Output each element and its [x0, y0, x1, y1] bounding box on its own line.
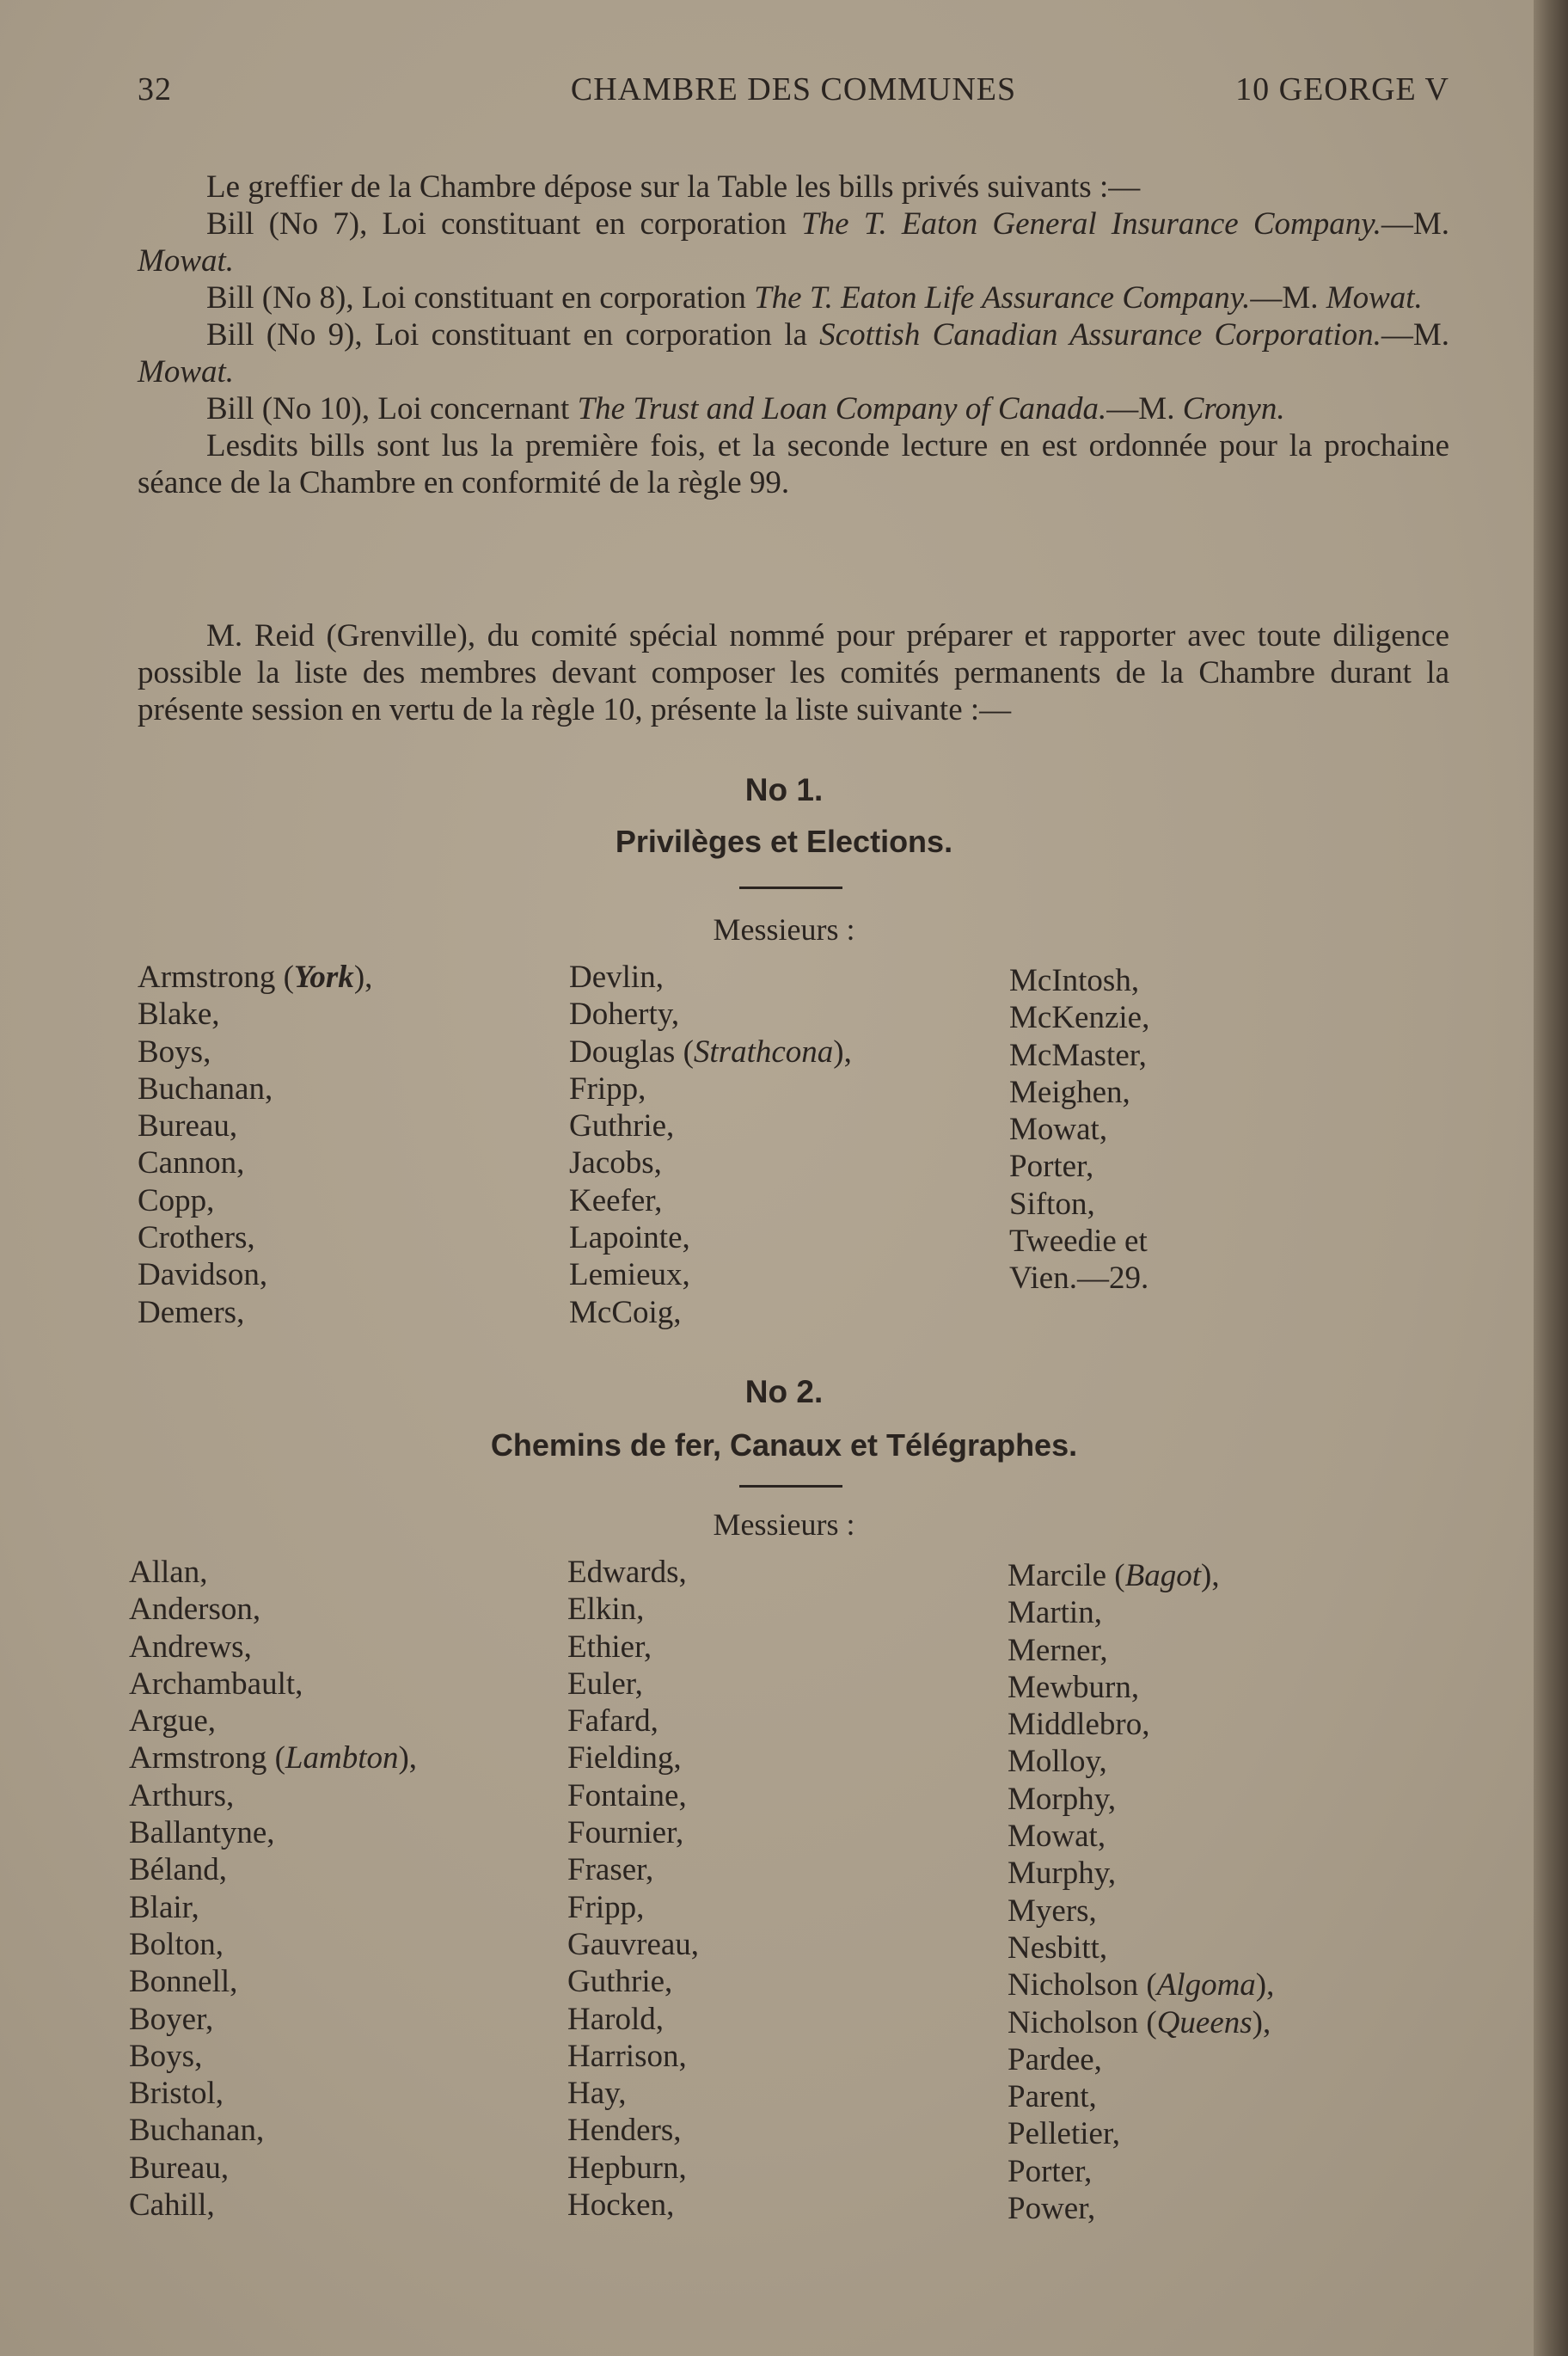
member-name: Blair,: [129, 1889, 199, 1925]
member-name: Meighen,: [1009, 1074, 1130, 1110]
member-name: Fontaine,: [567, 1777, 687, 1813]
section-2-column-1: [129, 1554, 417, 2224]
bill-7: Bill (No 7), Loi constituant en corporation The T. Eaton General Insurance Company.—M. Mowat.: [138, 206, 1450, 279]
member-name: Porter,: [1008, 2153, 1093, 2189]
member-name: Guthrie,: [567, 1964, 673, 2000]
member-name: Demers,: [138, 1294, 245, 1330]
member-name: Murphy,: [1008, 1856, 1117, 1892]
member-name: Molloy,: [1008, 1744, 1107, 1780]
bills-paragraphs: [138, 169, 1449, 501]
reid-paragraph-block: [138, 617, 1449, 728]
member-name: Cahill,: [129, 2187, 215, 2224]
member-name: Gauvreau,: [567, 1926, 700, 1962]
member-name: Harold,: [567, 2001, 664, 2037]
member-name: Middlebro,: [1008, 1707, 1150, 1743]
member-name: Lemieux,: [569, 1257, 690, 1293]
member-name: Archambault,: [129, 1666, 303, 1702]
member-name: Fripp,: [569, 1071, 646, 1107]
member-name: Fielding,: [567, 1740, 682, 1776]
section-2-column-3: [1008, 1557, 1274, 2227]
member-name: Cannon,: [138, 1145, 245, 1181]
member-name: McCoig,: [569, 1294, 682, 1330]
member-name: Henders,: [567, 2113, 682, 2149]
member-name: Copp,: [138, 1182, 215, 1218]
member-name: Guthrie,: [569, 1108, 675, 1144]
member-name: Nesbitt,: [1008, 1930, 1108, 1966]
member-name: Bristol,: [129, 2076, 224, 2112]
member-name: Hay,: [567, 2076, 627, 2112]
member-name: Crothers,: [138, 1220, 255, 1256]
member-name: Nicholson (Algoma),: [1008, 1967, 1275, 2003]
member-name: Andrews,: [129, 1629, 252, 1665]
member-name: Sifton,: [1009, 1186, 1095, 1222]
member-name: Armstrong (Lambton),: [129, 1740, 418, 1776]
member-name: Pardee,: [1008, 2041, 1102, 2077]
page-number: 32: [138, 71, 172, 107]
member-name: Ethier,: [567, 1629, 652, 1665]
member-name: Lapointe,: [569, 1220, 690, 1256]
member-name: Merner,: [1008, 1632, 1108, 1668]
member-name: Elkin,: [567, 1592, 645, 1628]
bill-10: Bill (No 10), Loi concernant The Trust and Loan Company of Canada.—M. Cronyn.: [206, 391, 1285, 426]
member-name: Armstrong (York),: [138, 960, 373, 995]
member-name: Hocken,: [567, 2187, 675, 2224]
member-name: Pelletier,: [1008, 2116, 1121, 2152]
member-name: Blake,: [138, 997, 220, 1033]
member-name: Harrison,: [567, 2038, 687, 2074]
member-name: Hepburn,: [567, 2150, 687, 2186]
header-session: 10 GEORGE V: [1235, 71, 1449, 107]
member-name: Porter,: [1009, 1149, 1094, 1185]
member-name: Davidson,: [138, 1257, 268, 1293]
reid-paragraph: M. Reid (Grenville), du comité spécial nommé pour préparer et rapporter avec toute diligence possible la liste des membres devant composer les comités permanents de la Chambre durant la présente session en vertu de la règle 10, présente la liste suivante :—: [138, 618, 1449, 727]
member-name: Bureau,: [138, 1108, 238, 1144]
section-2-number: No 2.: [744, 1374, 824, 1409]
member-name: Ballantyne,: [129, 1815, 275, 1851]
section-2-rule: [739, 1485, 842, 1488]
member-name: Parent,: [1008, 2079, 1097, 2115]
clerk-statement: Le greffier de la Chambre dépose sur la Table les bills privés suivants :—: [206, 169, 1141, 205]
member-name: Allan,: [129, 1555, 208, 1590]
member-name: Euler,: [567, 1666, 643, 1702]
member-name: Doherty,: [569, 997, 680, 1033]
member-name: McIntosh,: [1009, 963, 1140, 998]
member-name: Bureau,: [129, 2150, 230, 2186]
section-1-column-2: [569, 959, 852, 1331]
member-name: Marcile (Bagot),: [1008, 1558, 1220, 1593]
member-name: Arthurs,: [129, 1777, 235, 1813]
member-name: Myers,: [1008, 1893, 1097, 1929]
member-name: Devlin,: [569, 960, 664, 995]
member-name: Fafard,: [567, 1703, 658, 1739]
member-name: Fournier,: [567, 1815, 684, 1851]
member-name: Anderson,: [129, 1592, 261, 1628]
section-1-column-1: [138, 959, 372, 1331]
bill-8: Bill (No 8), Loi constituant en corporation The T. Eaton Life Assurance Company.—M. Mowat.: [206, 280, 1423, 316]
member-name: Boys,: [129, 2038, 203, 2074]
member-name: Fripp,: [567, 1889, 645, 1925]
section-1-rule: [739, 887, 842, 889]
member-name: Mowat,: [1009, 1112, 1108, 1148]
section-2-messieurs: Messieurs :: [713, 1507, 855, 1542]
member-name: Béland,: [129, 1852, 228, 1888]
member-name: Vien.—29.: [1009, 1261, 1149, 1297]
member-name: Edwards,: [567, 1555, 687, 1590]
member-name: Nicholson (Queens),: [1008, 2004, 1271, 2040]
member-name: McMaster,: [1009, 1037, 1147, 1073]
member-name: Morphy,: [1008, 1781, 1117, 1817]
section-1-title: Privilèges et Elections.: [615, 824, 953, 859]
section-1-number: No 1.: [744, 772, 824, 807]
member-name: Jacobs,: [569, 1145, 662, 1181]
header-title: CHAMBRE DES COMMUNES: [570, 71, 1017, 107]
member-name: Buchanan,: [129, 2113, 265, 2149]
member-name: Bolton,: [129, 1926, 224, 1962]
section-2-column-2: [567, 1554, 699, 2224]
bill-9: Bill (No 9), Loi constituant en corporation la Scottish Canadian Assurance Corporation.—M. Mowat.: [138, 317, 1450, 390]
section-2-title: Chemins de fer, Canaux et Télégraphes.: [490, 1427, 1078, 1463]
member-name: Power,: [1008, 2191, 1096, 2227]
member-name: Keefer,: [569, 1182, 663, 1218]
book-spine-shadow: [1534, 0, 1568, 2356]
member-name: Argue,: [129, 1703, 217, 1739]
member-name: Tweedie et: [1009, 1224, 1148, 1260]
member-name: Boys,: [138, 1034, 211, 1070]
member-name: Bonnell,: [129, 1964, 238, 2000]
member-name: Buchanan,: [138, 1071, 273, 1107]
member-name: Mewburn,: [1008, 1669, 1140, 1705]
section-1-column-3: [1009, 962, 1149, 1298]
member-name: Douglas (Strathcona),: [569, 1034, 852, 1070]
section-1-messieurs: Messieurs :: [713, 912, 855, 947]
member-name: Fraser,: [567, 1852, 654, 1888]
member-name: Martin,: [1008, 1595, 1102, 1631]
member-name: Mowat,: [1008, 1819, 1106, 1855]
member-name: Boyer,: [129, 2001, 214, 2037]
readings-paragraph: Lesdits bills sont lus la première fois, et la seconde lecture en est ordonnée pour la prochaine séance de la Chambre en conformité de la règle 99.: [138, 428, 1449, 500]
member-name: McKenzie,: [1009, 1000, 1150, 1036]
